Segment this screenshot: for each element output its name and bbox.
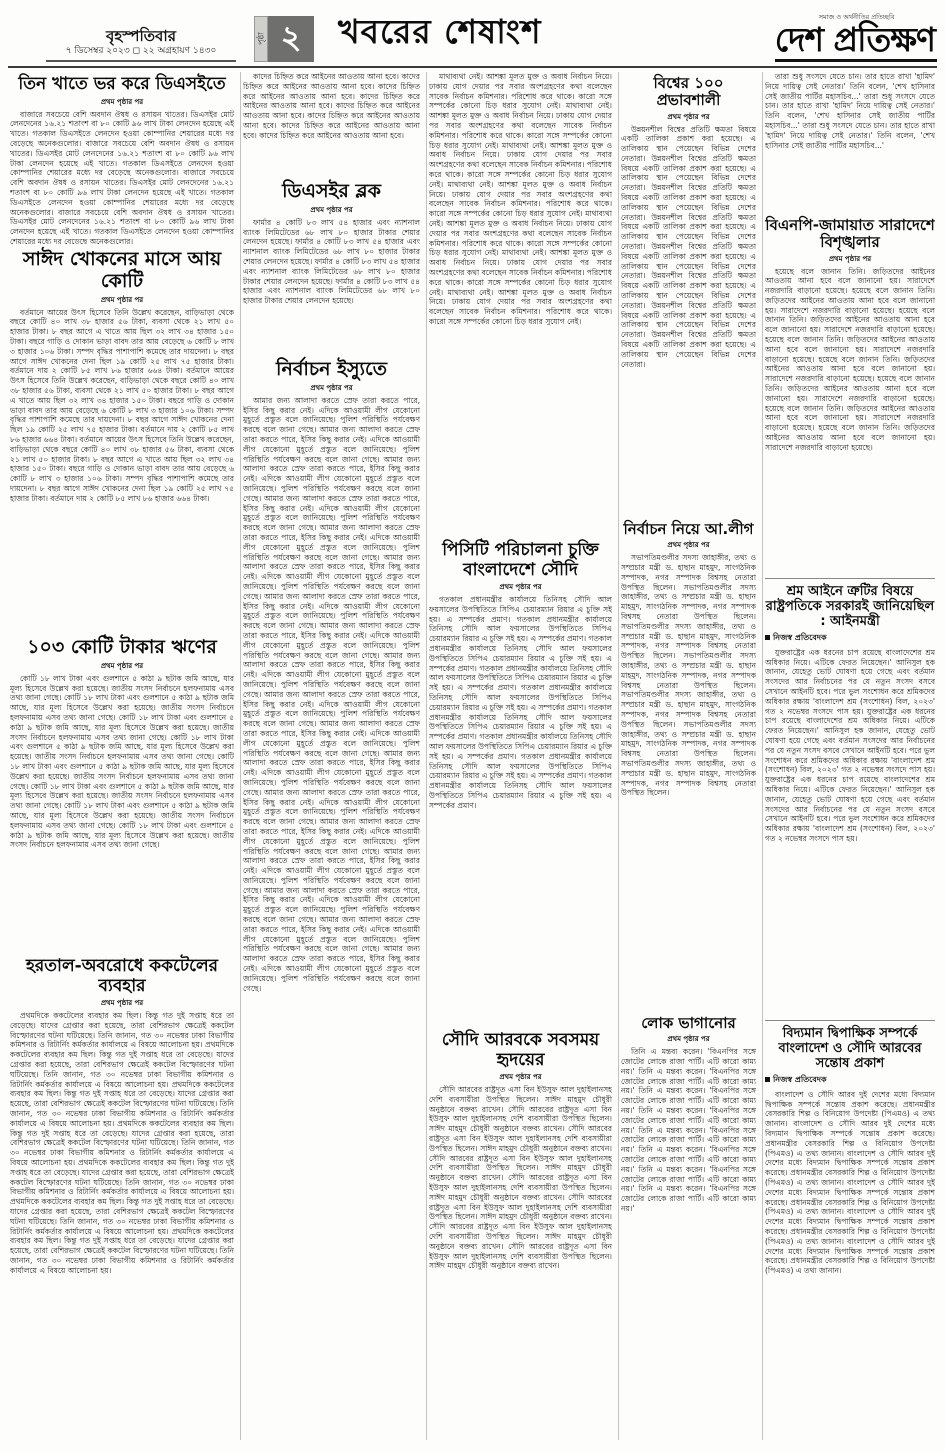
article-100-influential bbox=[621, 72, 756, 516]
continued-label: প্রথম পৃষ্ঠার পর bbox=[310, 383, 353, 392]
article-body: কাদের চিহ্নিত করে আইনের আওতায় আনা হবে। কাদের চিহ্নিত করে আইনের আওতায় আনা হবে। কাদের চিহ্নিত করে আইনের আওতায় আনা হবে। কাদের চিহ্নিত করে আইনের আওতায় আনা হবে। কাদের চিহ্নিত করে আইনের আওতায় আনা হবে। কাদের চিহ্নিত করে আইনের আওতায় আনা হবে। কাদের চিহ্নিত করে আইনের আওতায় আনা হবে। কাদের চিহ্নিত করে আইনের আওতায় আনা হবে। bbox=[243, 72, 420, 140]
masthead bbox=[775, 12, 937, 62]
column-5 bbox=[762, 72, 937, 1440]
article-body: বর্তমানে আয়ের উৎস হিসেবে তিনি উল্লেখ করেছেন, বাড়িভাড়া থেকে বছরে কোটি ৪০ লাখ ৩৮ হাজার ৫৬ টাকা, ব্যবসা থেকে ২১ লাখ ৫০ হাজার টাকা। ৮ বছর আগে এ খাতে আয় ছিল ৩২ লাখ ৩৪ হাজার ১৫০ টাকা। বছরে গাড়ি ও দোকান ভাড়া বাবদ তার আয় বেড়েছে ৬ কোটি ৮ লাখ ৩ হাজার ১০৬ টাকা। সম্পদ বৃদ্ধির পাশাপাশি কমেছে তার দায়দেনা। ৮ বছর আগে সাঈদ খোকনের দেনা ছিল ১৯ কোটি ২৫ লাখ ৭৫ হাজার টাকা। বর্তমানে দায় ২ কোটি ৮৫ লাখ ৮৬ হাজার ৬৬৪ টাকা। বর্তমানে আয়ের উৎস হিসেবে তিনি উল্লেখ করেছেন, বাড়িভাড়া থেকে বছরে কোটি ৪০ লাখ ৩৮ হাজার ৫৬ টাকা, ব্যবসা থেকে ২১ লাখ ৫০ হাজার টাকা। ৮ বছর আগে এ খাতে আয় ছিল ৩২ লাখ ৩৪ হাজার ১৫০ টাকা। বছরে গাড়ি ও দোকান ভাড়া বাবদ তার আয় বেড়েছে ৬ কোটি ৮ লাখ ৩ হাজার ১০৬ টাকা। সম্পদ বৃদ্ধির পাশাপাশি কমেছে তার দায়দেনা। ৮ বছর আগে সাঈদ খোকনের দেনা ছিল ১৯ কোটি ২৫ লাখ ৭৫ হাজার টাকা। বর্তমানে দায় ২ কোটি ৮৫ লাখ ৮৬ হাজার ৬৬৪ টাকা। বর্তমানে আয়ের উৎস হিসেবে তিনি উল্লেখ করেছেন, বাড়িভাড়া থেকে বছরে কোটি ৪০ লাখ ৩৮ হাজার ৫৬ টাকা, ব্যবসা থেকে ২১ লাখ ৫০ হাজার টাকা। ৮ বছর আগে এ খাতে আয় ছিল ৩২ লাখ ৩৪ হাজার ১৫০ টাকা। বছরে গাড়ি ও দোকান ভাড়া বাবদ তার আয় বেড়েছে ৬ কোটি ৮ লাখ ৩ হাজার ১০৬ টাকা। সম্পদ বৃদ্ধির পাশাপাশি কমেছে তার দায়দেনা। ৮ বছর আগে সাঈদ খোকনের দেনা ছিল ১৯ কোটি ২৫ লাখ ৭৫ হাজার টাকা। বর্তমানে দায় ২ কোটি ৮৫ লাখ ৮৬ হাজার ৬৬৪ টাকা। bbox=[10, 307, 234, 503]
article-103-crore-loan bbox=[10, 634, 234, 952]
article-headline: বিদ্যমান দ্বিপাক্ষিক সম্পর্কে বাংলাদেশ ও সৌদি আরবের সন্তোষ প্রকাশ bbox=[778, 1026, 922, 1071]
masthead-tagline: সমাজ ও অর্থনীতির প্রতিচ্ছবি bbox=[818, 13, 895, 21]
article-saudi-heart bbox=[429, 1028, 612, 1432]
article-headline: সাঈদ খোকনের মাসে আয় কোটি bbox=[22, 248, 222, 292]
article-poaching-people bbox=[621, 1012, 756, 1436]
byline-label: নিজস্ব প্রতিবেদক bbox=[773, 1074, 827, 1084]
article-cocktail-hartal bbox=[10, 954, 234, 1434]
article-body: তিনি এ মন্তব্য করেন। 'বিএনপির সঙ্গে জোটের লোকে রাজা পার্টি। এটি কারো কাম্য নয়।' তিনি এ মন্তব্য করেন। 'বিএনপির সঙ্গে জোটের লোকে রাজা পার্টি। এটি কারো কাম্য নয়।' তিনি এ মন্তব্য করেন। 'বিএনপির সঙ্গে জোটের লোকে রাজা পার্টি। এটি কারো কাম্য নয়।' তিনি এ মন্তব্য করেন। 'বিএনপির সঙ্গে জোটের লোকে রাজা পার্টি। এটি কারো কাম্য নয়।' তিনি এ মন্তব্য করেন। 'বিএনপির সঙ্গে জোটের লোকে রাজা পার্টি। এটি কারো কাম্য নয়।' তিনি এ মন্তব্য করেন। 'বিএনপির সঙ্গে জোটের লোকে রাজা পার্টি। এটি কারো কাম্য নয়।' তিনি এ মন্তব্য করেন। 'বিএনপির সঙ্গে জোটের লোকে রাজা পার্টি। এটি কারো কাম্য নয়।' তিনি এ মন্তব্য করেন। 'বিএনপির সঙ্গে জোটের লোকে রাজা পার্টি। এটি কারো কাম্য নয়।' bbox=[621, 1047, 756, 1213]
continued-label: প্রথম পৃষ্ঠার পর bbox=[100, 999, 144, 1008]
byline-square-icon bbox=[765, 1077, 770, 1082]
continued-label: প্রথম পৃষ্ঠার পর bbox=[667, 541, 710, 550]
article-headline: তিন খাতে ভর করে ডিএসইতে bbox=[18, 74, 226, 94]
continued-label: প্রথম পৃষ্ঠার পর bbox=[100, 661, 144, 670]
article-dse-three-sectors bbox=[10, 72, 234, 244]
continued-label: প্রথম পৃষ্ঠার পর bbox=[499, 1073, 542, 1082]
byline bbox=[765, 632, 935, 645]
continued-label: প্রথম পৃষ্ঠার পর bbox=[667, 112, 710, 121]
date-block bbox=[46, 28, 236, 62]
article-election-issue bbox=[243, 356, 420, 1436]
article-body: সভাপতিমণ্ডলীর সদস্য জাহাঙ্গীর, তথ্য ও সম্প্রচার মন্ত্রী ড. হাছান মাহমুদ, সাংগঠনিক সম্পাদক, নগর সম্পাদক বিশ্বসহ নেতারা উপস্থিত ছিলেন। সভাপতিমণ্ডলীর সদস্য জাহাঙ্গীর, তথ্য ও সম্প্রচার মন্ত্রী ড. হাছান মাহমুদ, সাংগঠনিক সম্পাদক, নগর সম্পাদক বিশ্বসহ নেতারা উপস্থিত ছিলেন। সভাপতিমণ্ডলীর সদস্য জাহাঙ্গীর, তথ্য ও সম্প্রচার মন্ত্রী ড. হাছান মাহমুদ, সাংগঠনিক সম্পাদক, নগর সম্পাদক বিশ্বসহ নেতারা উপস্থিত ছিলেন। সভাপতিমণ্ডলীর সদস্য জাহাঙ্গীর, তথ্য ও সম্প্রচার মন্ত্রী ড. হাছান মাহমুদ, সাংগঠনিক সম্পাদক, নগর সম্পাদক বিশ্বসহ নেতারা উপস্থিত ছিলেন। সভাপতিমণ্ডলীর সদস্য জাহাঙ্গীর, তথ্য ও সম্প্রচার মন্ত্রী ড. হাছান মাহমুদ, সাংগঠনিক সম্পাদক, নগর সম্পাদক বিশ্বসহ নেতারা উপস্থিত ছিলেন। সভাপতিমণ্ডলীর সদস্য জাহাঙ্গীর, তথ্য ও সম্প্রচার মন্ত্রী ড. হাছান মাহমুদ, সাংগঠনিক সম্পাদক, নগর সম্পাদক বিশ্বসহ নেতারা উপস্থিত ছিলেন। সভাপতিমণ্ডলীর সদস্য জাহাঙ্গীর, তথ্য ও সম্প্রচার মন্ত্রী ড. হাছান মাহমুদ, সাংগঠনিক সম্পাদক, নগর সম্পাদক বিশ্বসহ নেতারা উপস্থিত ছিলেন। bbox=[621, 553, 756, 798]
article-headline: বিএনপি-জামায়াত সারাদেশে বিশৃঙ্খলার bbox=[765, 216, 935, 252]
article-body: তারা শুধু সংসদে যেতে চান। তার হাতে রাখা 'হামিদ' নিয়ে দায়িত্ব সেই নেতার।' তিনি বলেন, 'শেখ হাসিনার সেই জাতীয় পার্টির মহাসচিব...' তারা শুধু সংসদে যেতে চান। তার হাতে রাখা 'হামিদ' নিয়ে দায়িত্ব সেই নেতার।' তিনি বলেন, 'শেখ হাসিনার সেই জাতীয় পার্টির মহাসচিব...' তারা শুধু সংসদে যেতে চান। তার হাতে রাখা 'হামিদ' নিয়ে দায়িত্ব সেই নেতার।' তিনি বলেন, 'শেখ হাসিনার সেই জাতীয় পার্টির মহাসচিব...' bbox=[765, 72, 935, 150]
page-word-label: পৃষ্ঠা bbox=[254, 16, 268, 62]
column-3 bbox=[426, 72, 614, 1440]
article-body: উন্নয়নশীল বিশ্বের প্রতিটি ক্ষমতা বিষয়ে একটি তালিকা প্রকাশ করা হয়েছে। এ তালিকায় স্থান পেয়েছেন বিভিন্ন দেশের নেতারা। উন্নয়নশীল বিশ্বের প্রতিটি ক্ষমতা বিষয়ে একটি তালিকা প্রকাশ করা হয়েছে। এ তালিকায় স্থান পেয়েছেন বিভিন্ন দেশের নেতারা। উন্নয়নশীল বিশ্বের প্রতিটি ক্ষমতা বিষয়ে একটি তালিকা প্রকাশ করা হয়েছে। এ তালিকায় স্থান পেয়েছেন বিভিন্ন দেশের নেতারা। উন্নয়নশীল বিশ্বের প্রতিটি ক্ষমতা বিষয়ে একটি তালিকা প্রকাশ করা হয়েছে। এ তালিকায় স্থান পেয়েছেন বিভিন্ন দেশের নেতারা। উন্নয়নশীল বিশ্বের প্রতিটি ক্ষমতা বিষয়ে একটি তালিকা প্রকাশ করা হয়েছে। এ তালিকায় স্থান পেয়েছেন বিভিন্ন দেশের নেতারা। উন্নয়নশীল বিশ্বের প্রতিটি ক্ষমতা বিষয়ে একটি তালিকা প্রকাশ করা হয়েছে। এ তালিকায় স্থান পেয়েছেন বিভিন্ন দেশের নেতারা। উন্নয়নশীল বিশ্বের প্রতিটি ক্ষমতা বিষয়ে একটি তালিকা প্রকাশ করা হয়েছে। এ তালিকায় স্থান পেয়েছেন বিভিন্ন দেশের নেতারা। উন্নয়নশীল বিশ্বের প্রতিটি ক্ষমতা বিষয়ে একটি তালিকা প্রকাশ করা হয়েছে। এ তালিকায় স্থান পেয়েছেন বিভিন্ন দেশের নেতারা। bbox=[621, 124, 756, 369]
article-headline: সৌদি আরবকে সবসময় হৃদয়ের bbox=[441, 1030, 600, 1070]
continued-label: প্রথম পৃষ্ঠার পর bbox=[499, 583, 542, 592]
article-body: গতকাল প্রধানমন্ত্রীর কার্যালয়ে তিনিসহ সৌদি আল ফয়সালের উপস্থিতিতে সিপিএ চেয়ারম্যান রিয়ার এ চুক্তি সই হয়। এ সম্পর্কের প্রমাণ। গতকাল প্রধানমন্ত্রীর কার্যালয়ে তিনিসহ সৌদি আল ফয়সালের উপস্থিতিতে সিপিএ চেয়ারম্যান রিয়ার এ চুক্তি সই হয়। এ সম্পর্কের প্রমাণ। গতকাল প্রধানমন্ত্রীর কার্যালয়ে তিনিসহ সৌদি আল ফয়সালের উপস্থিতিতে সিপিএ চেয়ারম্যান রিয়ার এ চুক্তি সই হয়। এ সম্পর্কের প্রমাণ। গতকাল প্রধানমন্ত্রীর কার্যালয়ে তিনিসহ সৌদি আল ফয়সালের উপস্থিতিতে সিপিএ চেয়ারম্যান রিয়ার এ চুক্তি সই হয়। এ সম্পর্কের প্রমাণ। গতকাল প্রধানমন্ত্রীর কার্যালয়ে তিনিসহ সৌদি আল ফয়সালের উপস্থিতিতে সিপিএ চেয়ারম্যান রিয়ার এ চুক্তি সই হয়। এ সম্পর্কের প্রমাণ। গতকাল প্রধানমন্ত্রীর কার্যালয়ে তিনিসহ সৌদি আল ফয়সালের উপস্থিতিতে সিপিএ চেয়ারম্যান রিয়ার এ চুক্তি সই হয়। এ সম্পর্কের প্রমাণ। গতকাল প্রধানমন্ত্রীর কার্যালয়ে তিনিসহ সৌদি আল ফয়সালের উপস্থিতিতে সিপিএ চেয়ারম্যান রিয়ার এ চুক্তি সই হয়। এ সম্পর্কের প্রমাণ। গতকাল প্রধানমন্ত্রীর কার্যালয়ে তিনিসহ সৌদি আল ফয়সালের উপস্থিতিতে সিপিএ চেয়ারম্যান রিয়ার এ চুক্তি সই হয়। এ সম্পর্কের প্রমাণ। গতকাল প্রধানমন্ত্রীর কার্যালয়ে তিনিসহ সৌদি আল ফয়সালের উপস্থিতিতে সিপিএ চেয়ারম্যান রিয়ার এ চুক্তি সই হয়। এ সম্পর্কের প্রমাণ। bbox=[429, 595, 612, 810]
section-title: খবরের শেষাংশ bbox=[338, 12, 542, 51]
weekday-label: বৃহস্পতিবার bbox=[106, 27, 176, 45]
article-body: হয়েছে বলে জানান তিনি। জড়িতদের আইনের আওতায় আনা হবে বলে জানানো হয়। সারাদেশে নজরদারি বাড়ানো হয়েছে। হয়েছে বলে জানান তিনি। জড়িতদের আইনের আওতায় আনা হবে বলে জানানো হয়। সারাদেশে নজরদারি বাড়ানো হয়েছে। হয়েছে বলে জানান তিনি। জড়িতদের আইনের আওতায় আনা হবে বলে জানানো হয়। সারাদেশে নজরদারি বাড়ানো হয়েছে। হয়েছে বলে জানান তিনি। জড়িতদের আইনের আওতায় আনা হবে বলে জানানো হয়। সারাদেশে নজরদারি বাড়ানো হয়েছে। হয়েছে বলে জানান তিনি। জড়িতদের আইনের আওতায় আনা হবে বলে জানানো হয়। সারাদেশে নজরদারি বাড়ানো হয়েছে। হয়েছে বলে জানান তিনি। জড়িতদের আইনের আওতায় আনা হবে বলে জানানো হয়। সারাদেশে নজরদারি বাড়ানো হয়েছে। হয়েছে বলে জানান তিনি। জড়িতদের আইনের আওতায় আনা হবে বলে জানানো হয়। সারাদেশে নজরদারি বাড়ানো হয়েছে। হয়েছে বলে জানান তিনি। জড়িতদের আইনের আওতায় আনা হবে বলে জানানো হয়। সারাদেশে নজরদারি বাড়ানো হয়েছে। bbox=[765, 266, 935, 452]
article-headline: ১০৩ কোটি টাকার ঋণের bbox=[27, 636, 217, 658]
column-grid bbox=[8, 72, 937, 1440]
continuation-text bbox=[765, 72, 935, 212]
article-headline: নির্বাচন ইস্যুতে bbox=[276, 358, 387, 380]
article-body: সৌদি আরবের রাষ্ট্রদূত এসা বিন ইউসুফ আল দুহাইলানসহ দেশি ব্যবসায়ীরা উপস্থিত ছিলেন। সাঈদ মাহমুদ চৌধুরী অনুষ্ঠানে বক্তব্য রাখেন। সৌদি আরবের রাষ্ট্রদূত এসা বিন ইউসুফ আল দুহাইলানসহ দেশি ব্যবসায়ীরা উপস্থিত ছিলেন। সাঈদ মাহমুদ চৌধুরী অনুষ্ঠানে বক্তব্য রাখেন। সৌদি আরবের রাষ্ট্রদূত এসা বিন ইউসুফ আল দুহাইলানসহ দেশি ব্যবসায়ীরা উপস্থিত ছিলেন। সাঈদ মাহমুদ চৌধুরী অনুষ্ঠানে বক্তব্য রাখেন। সৌদি আরবের রাষ্ট্রদূত এসা বিন ইউসুফ আল দুহাইলানসহ দেশি ব্যবসায়ীরা উপস্থিত ছিলেন। সাঈদ মাহমুদ চৌধুরী অনুষ্ঠানে বক্তব্য রাখেন। সৌদি আরবের রাষ্ট্রদূত এসা বিন ইউসুফ আল দুহাইলানসহ দেশি ব্যবসায়ীরা উপস্থিত ছিলেন। সাঈদ মাহমুদ চৌধুরী অনুষ্ঠানে বক্তব্য রাখেন। সৌদি আরবের রাষ্ট্রদূত এসা বিন ইউসুফ আল দুহাইলানসহ দেশি ব্যবসায়ীরা উপস্থিত ছিলেন। সাঈদ মাহমুদ চৌধুরী অনুষ্ঠানে বক্তব্য রাখেন। সৌদি আরবের রাষ্ট্রদূত এসা বিন ইউসুফ আল দুহাইলানসহ দেশি ব্যবসায়ীরা উপস্থিত ছিলেন। সাঈদ মাহমুদ চৌধুরী অনুষ্ঠানে বক্তব্য রাখেন। সৌদি আরবের রাষ্ট্রদূত এসা বিন ইউসুফ আল দুহাইলানসহ দেশি ব্যবসায়ীরা উপস্থিত ছিলেন। সাঈদ মাহমুদ চৌধুরী অনুষ্ঠানে বক্তব্য রাখেন। bbox=[429, 1085, 612, 1271]
article-body: কোটি ১৮ লাখ টাকা এবং গুলশানে ৫ কাঠা ৯ ছটাক জমি আছে, যার মূল্য হিসেবে উল্লেখ করা হয়েছে। জাতীয় সংসদ নির্বাচনে হলফনামায় এসব তথ্য জানা গেছে। কোটি ১৮ লাখ টাকা এবং গুলশানে ৫ কাঠা ৯ ছটাক জমি আছে, যার মূল্য হিসেবে উল্লেখ করা হয়েছে। জাতীয় সংসদ নির্বাচনে হলফনামায় এসব তথ্য জানা গেছে। কোটি ১৮ লাখ টাকা এবং গুলশানে ৫ কাঠা ৯ ছটাক জমি আছে, যার মূল্য হিসেবে উল্লেখ করা হয়েছে। জাতীয় সংসদ নির্বাচনে হলফনামায় এসব তথ্য জানা গেছে। কোটি ১৮ লাখ টাকা এবং গুলশানে ৫ কাঠা ৯ ছটাক জমি আছে, যার মূল্য হিসেবে উল্লেখ করা হয়েছে। জাতীয় সংসদ নির্বাচনে হলফনামায় এসব তথ্য জানা গেছে। কোটি ১৮ লাখ টাকা এবং গুলশানে ৫ কাঠা ৯ ছটাক জমি আছে, যার মূল্য হিসেবে উল্লেখ করা হয়েছে। জাতীয় সংসদ নির্বাচনে হলফনামায় এসব তথ্য জানা গেছে। কোটি ১৮ লাখ টাকা এবং গুলশানে ৫ কাঠা ৯ ছটাক জমি আছে, যার মূল্য হিসেবে উল্লেখ করা হয়েছে। জাতীয় সংসদ নির্বাচনে হলফনামায় এসব তথ্য জানা গেছে। কোটি ১৮ লাখ টাকা এবং গুলশানে ৫ কাঠা ৯ ছটাক জমি আছে, যার মূল্য হিসেবে উল্লেখ করা হয়েছে। জাতীয় সংসদ নির্বাচনে হলফনামায় এসব তথ্য জানা গেছে। কোটি ১৮ লাখ টাকা এবং গুলশানে ৫ কাঠা ৯ ছটাক জমি আছে, যার মূল্য হিসেবে উল্লেখ করা হয়েছে। জাতীয় সংসদ নির্বাচনে হলফনামায় এসব তথ্য জানা গেছে। bbox=[10, 673, 234, 850]
column-2 bbox=[240, 72, 422, 1440]
article-body: বাংলাদেশ ও সৌদি আরব দুই দেশের মধ্যে বিদ্যমান দ্বিপাক্ষিক সম্পর্কে সন্তোষ প্রকাশ করেছে। প্রধানমন্ত্রীর বেসরকারি শিল্প ও বিনিয়োগ উপদেষ্টা (পিএমও) এ তথ্য জানান। বাংলাদেশ ও সৌদি আরব দুই দেশের মধ্যে বিদ্যমান দ্বিপাক্ষিক সম্পর্কে সন্তোষ প্রকাশ করেছে। প্রধানমন্ত্রীর বেসরকারি শিল্প ও বিনিয়োগ উপদেষ্টা (পিএমও) এ তথ্য জানান। বাংলাদেশ ও সৌদি আরব দুই দেশের মধ্যে বিদ্যমান দ্বিপাক্ষিক সম্পর্কে সন্তোষ প্রকাশ করেছে। প্রধানমন্ত্রীর বেসরকারি শিল্প ও বিনিয়োগ উপদেষ্টা (পিএমও) এ তথ্য জানান। বাংলাদেশ ও সৌদি আরব দুই দেশের মধ্যে বিদ্যমান দ্বিপাক্ষিক সম্পর্কে সন্তোষ প্রকাশ করেছে। প্রধানমন্ত্রীর বেসরকারি শিল্প ও বিনিয়োগ উপদেষ্টা (পিএমও) এ তথ্য জানান। বাংলাদেশ ও সৌদি আরব দুই দেশের মধ্যে বিদ্যমান দ্বিপাক্ষিক সম্পর্কে সন্তোষ প্রকাশ করেছে। প্রধানমন্ত্রীর বেসরকারি শিল্প ও বিনিয়োগ উপদেষ্টা (পিএমও) এ তথ্য জানান। বাংলাদেশ ও সৌদি আরব দুই দেশের মধ্যে বিদ্যমান দ্বিপাক্ষিক সম্পর্কে সন্তোষ প্রকাশ করেছে। প্রধানমন্ত্রীর বেসরকারি শিল্প ও বিনিয়োগ উপদেষ্টা (পিএমও) এ তথ্য জানান। bbox=[765, 1089, 935, 1276]
article-headline: বিশ্বের ১০০ প্রভাবশালী bbox=[653, 74, 724, 110]
article-bilateral-relations-saudi bbox=[765, 1020, 935, 1428]
byline bbox=[765, 1074, 935, 1087]
article-headline: হরতাল-অবরোধে ককটেলের ব্যবহার bbox=[26, 956, 218, 996]
article-body: মাথাব্যথা নেই। আশঙ্কা মূলত মুক্ত ও অবাধ নির্বাচন নিয়ে। ঢাকায় যোগ দেয়ার পর সবার অংশগ্রহণের কথা বলেছেন সাবেক নির্বাচন কমিশনার। পরিশোধ করে থাকে। কারো সঙ্গে সম্পর্কের কোনো চিড় ধরার সুযোগ নেই। মাথাব্যথা নেই। আশঙ্কা মূলত মুক্ত ও অবাধ নির্বাচন নিয়ে। ঢাকায় যোগ দেয়ার পর সবার অংশগ্রহণের কথা বলেছেন সাবেক নির্বাচন কমিশনার। পরিশোধ করে থাকে। কারো সঙ্গে সম্পর্কের কোনো চিড় ধরার সুযোগ নেই। মাথাব্যথা নেই। আশঙ্কা মূলত মুক্ত ও অবাধ নির্বাচন নিয়ে। ঢাকায় যোগ দেয়ার পর সবার অংশগ্রহণের কথা বলেছেন সাবেক নির্বাচন কমিশনার। পরিশোধ করে থাকে। কারো সঙ্গে সম্পর্কের কোনো চিড় ধরার সুযোগ নেই। মাথাব্যথা নেই। আশঙ্কা মূলত মুক্ত ও অবাধ নির্বাচন নিয়ে। ঢাকায় যোগ দেয়ার পর সবার অংশগ্রহণের কথা বলেছেন সাবেক নির্বাচন কমিশনার। পরিশোধ করে থাকে। কারো সঙ্গে সম্পর্কের কোনো চিড় ধরার সুযোগ নেই। মাথাব্যথা নেই। আশঙ্কা মূলত মুক্ত ও অবাধ নির্বাচন নিয়ে। ঢাকায় যোগ দেয়ার পর সবার অংশগ্রহণের কথা বলেছেন সাবেক নির্বাচন কমিশনার। পরিশোধ করে থাকে। কারো সঙ্গে সম্পর্কের কোনো চিড় ধরার সুযোগ নেই। মাথাব্যথা নেই। আশঙ্কা মূলত মুক্ত ও অবাধ নির্বাচন নিয়ে। ঢাকায় যোগ দেয়ার পর সবার অংশগ্রহণের কথা বলেছেন সাবেক নির্বাচন কমিশনার। পরিশোধ করে থাকে। কারো সঙ্গে সম্পর্কের কোনো চিড় ধরার সুযোগ নেই। মাথাব্যথা নেই। আশঙ্কা মূলত মুক্ত ও অবাধ নির্বাচন নিয়ে। ঢাকায় যোগ দেয়ার পর সবার অংশগ্রহণের কথা বলেছেন সাবেক নির্বাচন কমিশনার। পরিশোধ করে থাকে। কারো সঙ্গে সম্পর্কের কোনো চিড় ধরার সুযোগ নেই। bbox=[429, 72, 612, 326]
byline-label: নিজস্ব প্রতিবেদক bbox=[773, 632, 827, 642]
continued-label: প্রথম পৃষ্ঠার পর bbox=[100, 97, 144, 106]
page-header bbox=[8, 6, 937, 68]
article-body: আমার জন্য আলাদা করতে স্রেফ তারা করতে পারে, ইসির কিছু করার নেই। এদিকে আওয়ামী লীগ যেকোনো মুহূর্তে প্রস্তুত বলে জানিয়েছে। পুলিশ পরিস্থিতি পর্যবেক্ষণ করছে বলে জানা গেছে। আমার জন্য আলাদা করতে স্রেফ তারা করতে পারে, ইসির কিছু করার নেই। এদিকে আওয়ামী লীগ যেকোনো মুহূর্তে প্রস্তুত বলে জানিয়েছে। পুলিশ পরিস্থিতি পর্যবেক্ষণ করছে বলে জানা গেছে। আমার জন্য আলাদা করতে স্রেফ তারা করতে পারে, ইসির কিছু করার নেই। এদিকে আওয়ামী লীগ যেকোনো মুহূর্তে প্রস্তুত বলে জানিয়েছে। পুলিশ পরিস্থিতি পর্যবেক্ষণ করছে বলে জানা গেছে। আমার জন্য আলাদা করতে স্রেফ তারা করতে পারে, ইসির কিছু করার নেই। এদিকে আওয়ামী লীগ যেকোনো মুহূর্তে প্রস্তুত বলে জানিয়েছে। পুলিশ পরিস্থিতি পর্যবেক্ষণ করছে বলে জানা গেছে। আমার জন্য আলাদা করতে স্রেফ তারা করতে পারে, ইসির কিছু করার নেই। এদিকে আওয়ামী লীগ যেকোনো মুহূর্তে প্রস্তুত বলে জানিয়েছে। পুলিশ পরিস্থিতি পর্যবেক্ষণ করছে বলে জানা গেছে। আমার জন্য আলাদা করতে স্রেফ তারা করতে পারে, ইসির কিছু করার নেই। এদিকে আওয়ামী লীগ যেকোনো মুহূর্তে প্রস্তুত বলে জানিয়েছে। পুলিশ পরিস্থিতি পর্যবেক্ষণ করছে বলে জানা গেছে। আমার জন্য আলাদা করতে স্রেফ তারা করতে পারে, ইসির কিছু করার নেই। এদিকে আওয়ামী লীগ যেকোনো মুহূর্তে প্রস্তুত বলে জানিয়েছে। পুলিশ পরিস্থিতি পর্যবেক্ষণ করছে বলে জানা গেছে। আমার জন্য আলাদা করতে স্রেফ তারা করতে পারে, ইসির কিছু করার নেই। এদিকে আওয়ামী লীগ যেকোনো মুহূর্তে প্রস্তুত বলে জানিয়েছে। পুলিশ পরিস্থিতি পর্যবেক্ষণ করছে বলে জানা গেছে। আমার জন্য আলাদা করতে স্রেফ তারা করতে পারে, ইসির কিছু করার নেই। এদিকে আওয়ামী লীগ যেকোনো মুহূর্তে প্রস্তুত বলে জানিয়েছে। পুলিশ পরিস্থিতি পর্যবেক্ষণ করছে বলে জানা গেছে। আমার জন্য আলাদা করতে স্রেফ তারা করতে পারে, ইসির কিছু করার নেই। এদিকে আওয়ামী লীগ যেকোনো মুহূর্তে প্রস্তুত বলে জানিয়েছে। পুলিশ পরিস্থিতি পর্যবেক্ষণ করছে বলে জানা গেছে। আমার জন্য আলাদা করতে স্রেফ তারা করতে পারে, ইসির কিছু করার নেই। এদিকে আওয়ামী লীগ যেকোনো মুহূর্তে প্রস্তুত বলে জানিয়েছে। পুলিশ পরিস্থিতি পর্যবেক্ষণ করছে বলে জানা গেছে। আমার জন্য আলাদা করতে স্রেফ তারা করতে পারে, ইসির কিছু করার নেই। এদিকে আওয়ামী লীগ যেকোনো মুহূর্তে প্রস্তুত বলে জানিয়েছে। পুলিশ পরিস্থিতি পর্যবেক্ষণ করছে বলে জানা গেছে। আমার জন্য আলাদা করতে স্রেফ তারা করতে পারে, ইসির কিছু করার নেই। এদিকে আওয়ামী লীগ যেকোনো মুহূর্তে প্রস্তুত বলে জানিয়েছে। পুলিশ পরিস্থিতি পর্যবেক্ষণ করছে বলে জানা গেছে। আমার জন্য আলাদা করতে স্রেফ তারা করতে পারে, ইসির কিছু করার নেই। এদিকে আওয়ামী লীগ যেকোনো মুহূর্তে প্রস্তুত বলে জানিয়েছে। পুলিশ পরিস্থিতি পর্যবেক্ষণ করছে বলে জানা গেছে। আমার জন্য আলাদা করতে স্রেফ তারা করতে পারে, ইসির কিছু করার নেই। এদিকে আওয়ামী লীগ যেকোনো মুহূর্তে প্রস্তুত বলে জানিয়েছে। পুলিশ পরিস্থিতি পর্যবেক্ষণ করছে বলে জানা গেছে। আমার জন্য আলাদা করতে স্রেফ তারা করতে পারে, ইসির কিছু করার নেই। এদিকে আওয়ামী লীগ যেকোনো মুহূর্তে প্রস্তুত বলে জানিয়েছে। পুলিশ পরিস্থিতি পর্যবেক্ষণ করছে বলে জানা গেছে। আমার জন্য আলাদা করতে স্রেফ তারা করতে পারে, ইসির কিছু করার নেই। এদিকে আওয়ামী লীগ যেকোনো মুহূর্তে প্রস্তুত বলে জানিয়েছে। পুলিশ পরিস্থিতি পর্যবেক্ষণ করছে বলে জানা গেছে। আমার জন্য আলাদা করতে স্রেফ তারা করতে পারে, ইসির কিছু করার নেই। এদিকে আওয়ামী লীগ যেকোনো মুহূর্তে প্রস্তুত বলে জানিয়েছে। পুলিশ পরিস্থিতি পর্যবেক্ষণ করছে বলে জানা গেছে। bbox=[243, 395, 420, 993]
continued-label: প্রথম পৃষ্ঠার পর bbox=[310, 205, 353, 214]
continuation-text bbox=[243, 72, 420, 176]
article-pct-agreement-saudi bbox=[429, 538, 612, 1026]
continued-label: প্রথম পৃষ্ঠার পর bbox=[667, 1035, 710, 1044]
page-number: ২ bbox=[268, 16, 314, 62]
continued-label: প্রথম পৃষ্ঠার পর bbox=[828, 254, 872, 263]
column-4 bbox=[618, 72, 758, 1440]
article-awami-league-election bbox=[621, 518, 756, 1010]
article-headline: লোক ভাগানোর bbox=[641, 1014, 736, 1032]
article-saeed-khokon-income bbox=[10, 246, 234, 632]
continuation-text bbox=[429, 72, 612, 536]
article-body: প্রথমদিকে ককটেলের ব্যবহার কম ছিল। কিন্তু গত দুই সপ্তাহ ধরে তা বেড়েছে। যাদের গ্রেপ্তার করা হয়েছে, তারা বেশিরভাগ ক্ষেত্রেই ককটেল বিস্ফোরণের ঘটনা ঘটিয়েছে। তিনি জানান, গত ৩০ নভেম্বর ঢাকা বিভাগীয় কমিশনার ও রিটার্নিং কর্মকর্তার কার্যালয়ে এ বিষয়ে আলোচনা হয়। প্রথমদিকে ককটেলের ব্যবহার কম ছিল। কিন্তু গত দুই সপ্তাহ ধরে তা বেড়েছে। যাদের গ্রেপ্তার করা হয়েছে, তারা বেশিরভাগ ক্ষেত্রেই ককটেল বিস্ফোরণের ঘটনা ঘটিয়েছে। তিনি জানান, গত ৩০ নভেম্বর ঢাকা বিভাগীয় কমিশনার ও রিটার্নিং কর্মকর্তার কার্যালয়ে এ বিষয়ে আলোচনা হয়। প্রথমদিকে ককটেলের ব্যবহার কম ছিল। কিন্তু গত দুই সপ্তাহ ধরে তা বেড়েছে। যাদের গ্রেপ্তার করা হয়েছে, তারা বেশিরভাগ ক্ষেত্রেই ককটেল বিস্ফোরণের ঘটনা ঘটিয়েছে। তিনি জানান, গত ৩০ নভেম্বর ঢাকা বিভাগীয় কমিশনার ও রিটার্নিং কর্মকর্তার কার্যালয়ে এ বিষয়ে আলোচনা হয়। প্রথমদিকে ককটেলের ব্যবহার কম ছিল। কিন্তু গত দুই সপ্তাহ ধরে তা বেড়েছে। যাদের গ্রেপ্তার করা হয়েছে, তারা বেশিরভাগ ক্ষেত্রেই ককটেল বিস্ফোরণের ঘটনা ঘটিয়েছে। তিনি জানান, গত ৩০ নভেম্বর ঢাকা বিভাগীয় কমিশনার ও রিটার্নিং কর্মকর্তার কার্যালয়ে এ বিষয়ে আলোচনা হয়। প্রথমদিকে ককটেলের ব্যবহার কম ছিল। কিন্তু গত দুই সপ্তাহ ধরে তা বেড়েছে। যাদের গ্রেপ্তার করা হয়েছে, তারা বেশিরভাগ ক্ষেত্রেই ককটেল বিস্ফোরণের ঘটনা ঘটিয়েছে। তিনি জানান, গত ৩০ নভেম্বর ঢাকা বিভাগীয় কমিশনার ও রিটার্নিং কর্মকর্তার কার্যালয়ে এ বিষয়ে আলোচনা হয়। প্রথমদিকে ককটেলের ব্যবহার কম ছিল। কিন্তু গত দুই সপ্তাহ ধরে তা বেড়েছে। যাদের গ্রেপ্তার করা হয়েছে, তারা বেশিরভাগ ক্ষেত্রেই ককটেল বিস্ফোরণের ঘটনা ঘটিয়েছে। তিনি জানান, গত ৩০ নভেম্বর ঢাকা বিভাগীয় কমিশনার ও রিটার্নিং কর্মকর্তার কার্যালয়ে এ বিষয়ে আলোচনা হয়। প্রথমদিকে ককটেলের ব্যবহার কম ছিল। কিন্তু গত দুই সপ্তাহ ধরে তা বেড়েছে। যাদের গ্রেপ্তার করা হয়েছে, তারা বেশিরভাগ ক্ষেত্রেই ককটেল বিস্ফোরণের ঘটনা ঘটিয়েছে। তিনি জানান, গত ৩০ নভেম্বর ঢাকা বিভাগীয় কমিশনার ও রিটার্নিং কর্মকর্তার কার্যালয়ে এ বিষয়ে আলোচনা হয়। bbox=[10, 1011, 234, 1275]
date-line: ৭ ডিসেম্বর ২০২৩ ◻ ২২ অগ্রহায়ণ ১৪৩০ bbox=[65, 46, 217, 56]
page-number-box bbox=[254, 16, 314, 62]
article-headline: শ্রম আইনে ত্রুটির বিষয়ে রাষ্ট্রপতিকে সরকারই জানিয়েছিল : আইনমন্ত্রী bbox=[765, 584, 935, 629]
article-labour-law-minister bbox=[765, 578, 935, 1018]
article-headline: ডিএসইর ব্লক bbox=[282, 180, 381, 202]
column-1 bbox=[8, 72, 236, 1440]
article-dse-block bbox=[243, 178, 420, 354]
article-headline: নির্বাচন নিয়ে আ.লীগ bbox=[623, 520, 754, 538]
article-bnp-jamaat-chaos bbox=[765, 214, 935, 576]
article-headline: পিসিটি পরিচালনা চুক্তি বাংলাদেশে সৌদি bbox=[442, 540, 599, 580]
article-body: যুক্তরাষ্ট্রের এক ধরনের চাপ রয়েছে বাংলাদেশের শ্রম অধিকার নিয়ে। এটিকে ফেরত নিয়েছেন।' আনিসুল হক জানান, যেহেতু ভোট ঘোষণা হয়ে গেছে এবং বর্তমান সংসদের আর নির্বাচনের পর যে নতুন সংসদ বসবে সেখানে আইনটি হবে। পরে ভুল সংশোধন করে শ্রমিকদের অধিকার রক্ষায় 'বাংলাদেশ শ্রম (সংশোধন) বিল, ২০২৩' গত ২ নভেম্বর সংসদে পাস হয়। যুক্তরাষ্ট্রের এক ধরনের চাপ রয়েছে বাংলাদেশের শ্রম অধিকার নিয়ে। এটিকে ফেরত নিয়েছেন।' আনিসুল হক জানান, যেহেতু ভোট ঘোষণা হয়ে গেছে এবং বর্তমান সংসদের আর নির্বাচনের পর যে নতুন সংসদ বসবে সেখানে আইনটি হবে। পরে ভুল সংশোধন করে শ্রমিকদের অধিকার রক্ষায় 'বাংলাদেশ শ্রম (সংশোধন) বিল, ২০২৩' গত ২ নভেম্বর সংসদে পাস হয়। যুক্তরাষ্ট্রের এক ধরনের চাপ রয়েছে বাংলাদেশের শ্রম অধিকার নিয়ে। এটিকে ফেরত নিয়েছেন।' আনিসুল হক জানান, যেহেতু ভোট ঘোষণা হয়ে গেছে এবং বর্তমান সংসদের আর নির্বাচনের পর যে নতুন সংসদ বসবে সেখানে আইনটি হবে। পরে ভুল সংশোধন করে শ্রমিকদের অধিকার রক্ষায় 'বাংলাদেশ শ্রম (সংশোধন) বিল, ২০২৩' গত ২ নভেম্বর সংসদে পাস হয়। bbox=[765, 647, 935, 843]
article-body: বাজারে সবচেয়ে বেশি অবদান ঔষধ ও রসায়ন খাতের। ডিএসইর মোট লেনদেনের ১৬.২১ শতাংশ বা ৮০ কোটি ৯৬ লাখ টাকা লেনদেন হয়েছে এই খাতে। গতকাল ডিএসইতে লেনদেন হওয়া কোম্পানির শেয়ারের মধ্যে দর বেড়েছে অনেকগুলোর। বাজারে সবচেয়ে বেশি অবদান ঔষধ ও রসায়ন খাতের। ডিএসইর মোট লেনদেনের ১৬.২১ শতাংশ বা ৮০ কোটি ৯৬ লাখ টাকা লেনদেন হয়েছে এই খাতে। গতকাল ডিএসইতে লেনদেন হওয়া কোম্পানির শেয়ারের মধ্যে দর বেড়েছে অনেকগুলোর। বাজারে সবচেয়ে বেশি অবদান ঔষধ ও রসায়ন খাতের। ডিএসইর মোট লেনদেনের ১৬.২১ শতাংশ বা ৮০ কোটি ৯৬ লাখ টাকা লেনদেন হয়েছে এই খাতে। গতকাল ডিএসইতে লেনদেন হওয়া কোম্পানির শেয়ারের মধ্যে দর বেড়েছে অনেকগুলোর। বাজারে সবচেয়ে বেশি অবদান ঔষধ ও রসায়ন খাতের। ডিএসইর মোট লেনদেনের ১৬.২১ শতাংশ বা ৮০ কোটি ৯৬ লাখ টাকা লেনদেন হয়েছে এই খাতে। গতকাল ডিএসইতে লেনদেন হওয়া কোম্পানির শেয়ারের মধ্যে দর বেড়েছে অনেকগুলোর। bbox=[10, 109, 234, 244]
continued-label: প্রথম পৃষ্ঠার পর bbox=[100, 295, 144, 304]
byline-square-icon bbox=[765, 635, 770, 640]
article-body: ফার্মার ৪ কোটি ৮৩ লাখ ৫৪ হাজার এবং ন্যাশনাল ব্যাংক লিমিটেডের ৬৮ লাখ ৮০ হাজার টাকার শেয়ার লেনদেন হয়েছে। ফার্মার ৪ কোটি ৮৩ লাখ ৫৪ হাজার এবং ন্যাশনাল ব্যাংক লিমিটেডের ৬৮ লাখ ৮০ হাজার টাকার শেয়ার লেনদেন হয়েছে। ফার্মার ৪ কোটি ৮৩ লাখ ৫৪ হাজার এবং ন্যাশনাল ব্যাংক লিমিটেডের ৬৮ লাখ ৮০ হাজার টাকার শেয়ার লেনদেন হয়েছে। ফার্মার ৪ কোটি ৮৩ লাখ ৫৪ হাজার এবং ন্যাশনাল ব্যাংক লিমিটেডের ৬৮ লাখ ৮০ হাজার টাকার শেয়ার লেনদেন হয়েছে। bbox=[243, 217, 420, 306]
masthead-title: দেশ প্রতিক্ষণ bbox=[774, 20, 935, 59]
